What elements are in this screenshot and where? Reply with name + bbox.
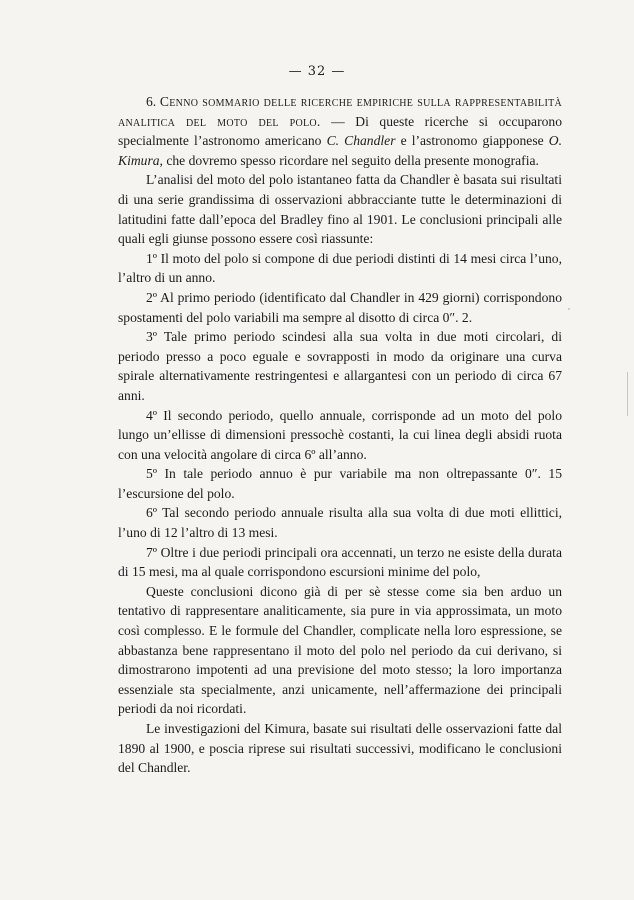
section-number: 6.	[146, 94, 157, 109]
section-text-c: che dovremo spesso ricordare nel seguito della presente monografia.	[162, 152, 539, 168]
list-item-4: 4º Il secondo periodo, quello annuale, corrisponde ad un moto del polo lungo un’ellisse di dimensioni pressochè costanti, la cui linea degli absidi ruota con una velocità angolare di circa 6º all’anno.	[118, 407, 562, 462]
name-kimura: O. Kimura,	[118, 133, 562, 168]
section-dash: —	[320, 113, 356, 129]
page-edge-mark	[627, 372, 628, 416]
list-item-5: 5º In tale periodo annuo è pur variabile ma non oltrepassante 0″. 15 l’escursione del polo.	[118, 466, 562, 501]
section-text-b: e l’astronomo giapponese	[395, 133, 549, 149]
section-text-a: Di queste ricerche si occuparono specialmente l’astronomo americano	[118, 113, 562, 149]
list-item-3: 3º Tale primo periodo scindesi alla sua volta in due moti circolari, di periodo presso a poco eguale e sovrapposti in modo da originare una curva spirale alternativamente restringentesi e allargantesi con un periodo di circa 67 anni.	[118, 329, 562, 403]
paragraph-analysis: L’analisi del moto del polo istantaneo fatta da Chandler è basata sui risultati di una serie grandissima di osservazioni abbracciante tutte le determinazioni di latitudini fatte dall’epoca del Bradley fino al 1901. Le conclusioni principali alle quali egli giunse possono essere così riassunte:	[118, 172, 562, 247]
list-item-6: 6º Tal secondo periodo annuale risulta alla sua volta di due moti ellittici, l’uno di 12 l’altro di 13 mesi.	[118, 505, 562, 541]
list-item-7: 7º Oltre i due periodi principali ora accennati, un terzo ne esiste della durata di 15 mesi, ma al quale corrispondono escursioni minime del polo,	[118, 544, 562, 580]
section-heading-paragraph	[118, 92, 562, 170]
list-item-2: 2º Al primo periodo (identificato dal Chandler in 429 giorni) corrispondono spostamenti del polo variabili ma sempre al disotto di circa 0″. 2.	[118, 289, 562, 325]
paragraph-conclusions: Queste conclusioni dicono già di per sè stesse come sia ben arduo un tentativo di rappresentare analiticamente, sia pure in via approssimata, un moto così complesso. E le formule del Chandler, complicate nella loro espressione, se abbastanza bene rappresentano il moto del polo nel periodo da cui derivano, si dimostrarono impotenti ad una previsione del moto stesso; la loro importanza essenziale sta specialmente, anzi unicamente, nell’affermazione dei principali periodi da noi ricordati.	[118, 583, 562, 717]
paragraph-kimura: Le investigazioni del Kimura, basate sui risultati delle osservazioni fatte dal 1890 al 1900, e poscia riprese sui risultati successivi, modificano le conclusioni del Chandler.	[118, 721, 562, 776]
paper-speck	[568, 308, 570, 310]
list-item-1: 1º Il moto del polo si compone di due periodi distinti di 14 mesi circa l’uno, l’altro di un anno.	[118, 250, 562, 286]
section-title: Cenno sommario delle ricerche empiriche sulla rappresentabilità analitica del moto del polo.	[118, 94, 562, 129]
page-number: — 32 —	[288, 64, 346, 79]
name-chandler: C. Chandler	[326, 133, 396, 149]
body-text	[118, 92, 562, 778]
